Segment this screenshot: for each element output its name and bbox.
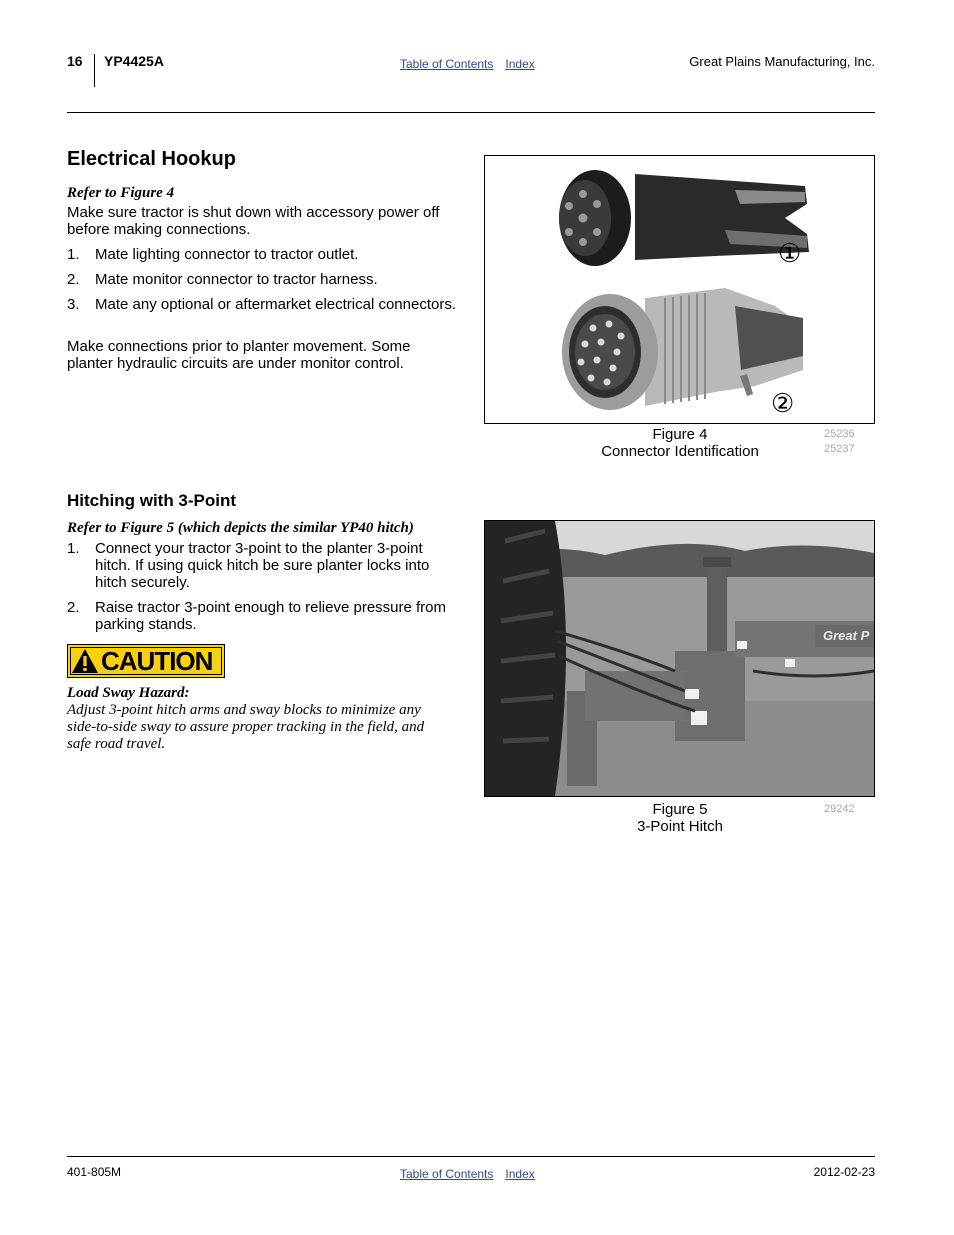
header-divider — [94, 54, 95, 87]
connector-photo — [485, 156, 874, 423]
index-link[interactable]: Index — [505, 1167, 535, 1181]
footer-doc-number: 401-805M — [67, 1165, 122, 1179]
list-item: 2. Mate monitor connector to tractor harness. — [67, 271, 378, 288]
list-item: 3. Mate any optional or aftermarket electrical connectors. — [67, 296, 457, 313]
document-code: YP4425A — [104, 53, 164, 69]
hazard-title: Load Sway Hazard: — [67, 685, 190, 701]
figure-5-image — [484, 520, 875, 797]
list-item: 1. Connect your tractor 3-point to the planter 3-point hitch. If using quick hitch be sure planter locks into hitch securely. — [67, 540, 430, 591]
index-link[interactable]: Index — [505, 57, 535, 71]
electrical-note: Make connections prior to planter movement. Some planter hydraulic circuits are under monitor control. — [67, 338, 411, 372]
figure-4-image-ids — [824, 427, 855, 457]
section-title-hitching: Hitching with 3-Point — [67, 491, 237, 510]
figure-4-image — [484, 155, 875, 424]
figure-4-title: Connector Identification — [601, 443, 759, 460]
caution-word: CAUTION — [101, 646, 213, 676]
figure-5-title: 3-Point Hitch — [637, 818, 723, 835]
callout-1: ① — [778, 238, 802, 268]
company-name: Great Plains Manufacturing, Inc. — [689, 54, 875, 69]
header-nav — [400, 55, 535, 73]
image-id: 25237 — [824, 443, 855, 455]
electrical-intro: Make sure tractor is shut down with accessory power off before making connections. — [67, 204, 440, 238]
list-item: 2. Raise tractor 3-point enough to relieve pressure from parking stands. — [67, 599, 447, 633]
great-plains-decal: Great P — [823, 628, 870, 643]
header-rule — [67, 112, 875, 113]
hitching-refer: Refer to Figure 5 (which depicts the similar YP40 hitch) — [67, 520, 414, 536]
table-of-contents-link[interactable]: Table of Contents — [400, 1167, 494, 1181]
warning-triangle-icon — [71, 648, 99, 674]
hazard-text: Adjust 3-point hitch arms and sway blocks to minimize any side-to-side sway to assure proper tracking in the field, and safe road travel. — [67, 702, 425, 752]
page-number: 16 — [67, 53, 83, 69]
electrical-steps — [67, 246, 459, 321]
figure-5-label: Figure 5 — [652, 801, 708, 818]
figure-5-image-id: 29242 — [824, 803, 855, 815]
footer-nav — [400, 1165, 535, 1183]
section-title-electrical: Electrical Hookup — [67, 148, 236, 170]
caution-label — [67, 644, 225, 678]
figure-4-caption — [560, 426, 800, 460]
footer-rule — [67, 1156, 875, 1157]
image-id: 25236 — [824, 428, 855, 440]
hitch-photo — [485, 521, 874, 796]
hitching-steps — [67, 540, 459, 641]
footer-date: 2012-02-23 — [813, 1165, 875, 1179]
list-item: 1. Mate lighting connector to tractor outlet. — [67, 246, 359, 263]
callout-2: ② — [771, 388, 795, 418]
figure-5-caption — [560, 801, 800, 835]
table-of-contents-link[interactable]: Table of Contents — [400, 57, 494, 71]
figure-4-label: Figure 4 — [652, 426, 708, 443]
electrical-refer: Refer to Figure 4 — [67, 185, 175, 201]
